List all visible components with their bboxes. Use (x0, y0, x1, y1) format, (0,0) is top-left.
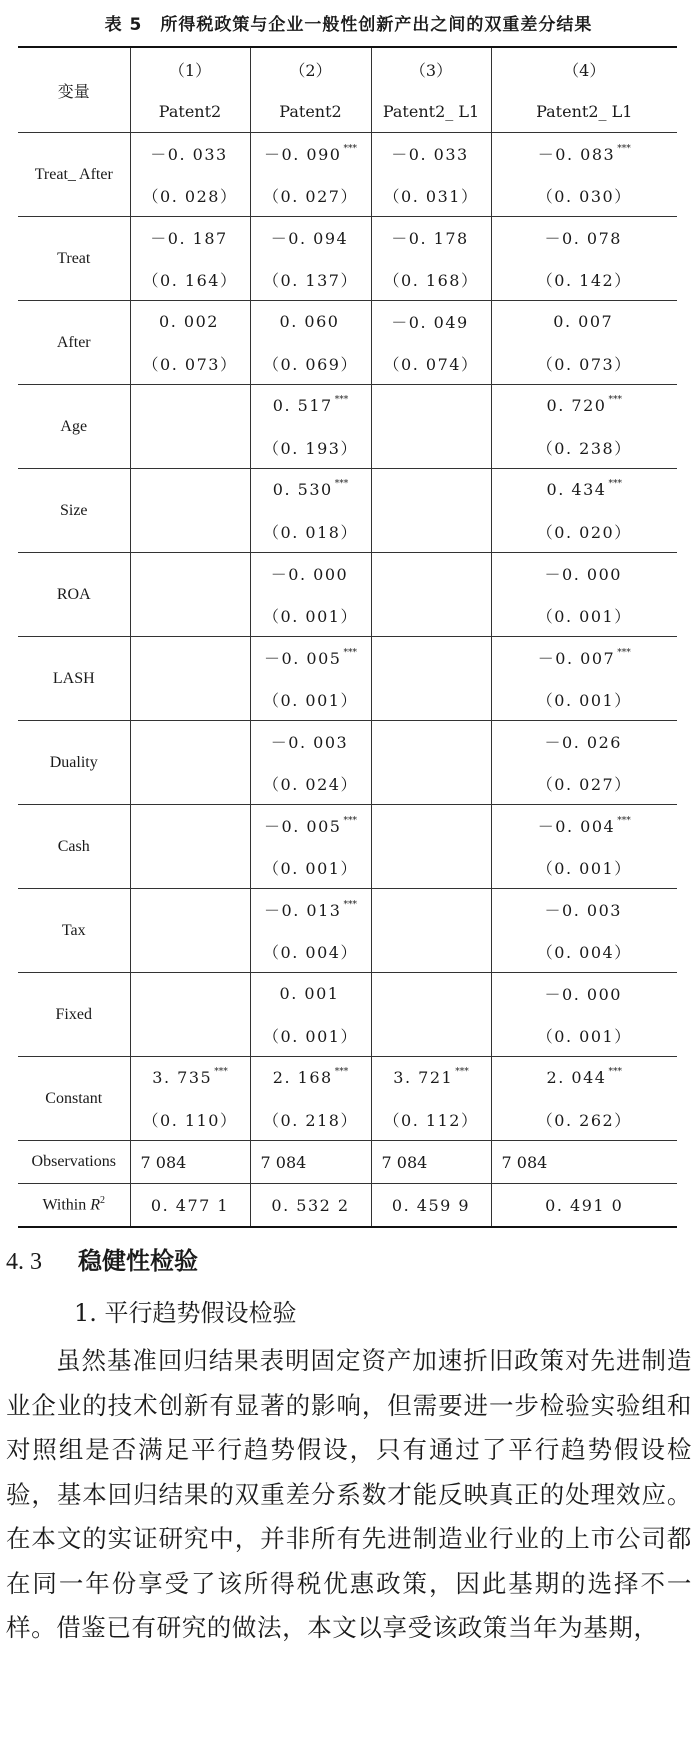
header-row-numbers (18, 47, 677, 90)
coefficient-cell (491, 637, 677, 679)
standard-error-cell (371, 510, 491, 553)
coefficient-value: －0. 033 (391, 145, 469, 164)
standard-error-value: （0. 262） (536, 1110, 632, 1130)
coefficient-cell (130, 301, 250, 343)
standard-error-cell (371, 1014, 491, 1057)
significance-stars: *** (343, 815, 357, 826)
coefficient-cell (250, 1057, 371, 1099)
standard-error-value: （0. 001） (263, 1026, 358, 1046)
coefficient-cell (250, 889, 371, 931)
significance-stars: *** (334, 478, 349, 489)
within-r2-number: 0. 532 2 (271, 1195, 350, 1215)
observations-value: 7 084 (130, 1141, 250, 1184)
standard-error-cell (250, 594, 371, 637)
table-row-coef (18, 133, 677, 175)
coefficient-cell (371, 469, 491, 511)
coefficient-cell (130, 889, 250, 931)
coefficient-cell (250, 133, 371, 175)
standard-error-cell (371, 1098, 491, 1141)
coefficient-value: －0. 049 (391, 313, 469, 332)
coefficient-value: －0. 187 (150, 229, 228, 248)
table-row-coef (18, 721, 677, 763)
coefficient-value: 0. 517 (272, 396, 333, 415)
standard-error-value: （0. 137） (263, 270, 358, 290)
coefficient-cell (130, 217, 250, 259)
coefficient-cell (130, 469, 250, 511)
standard-error-cell (130, 510, 250, 553)
coefficient-cell (371, 1057, 491, 1099)
standard-error-cell (130, 846, 250, 889)
within-r2-label-text: Within (42, 1196, 87, 1214)
standard-error-cell (250, 762, 371, 805)
standard-error-cell (491, 930, 677, 973)
section-number: 4. 3 (6, 1249, 42, 1275)
within-r2-value (371, 1184, 491, 1228)
observations-value: 7 084 (491, 1141, 677, 1184)
table-row-coef (18, 889, 677, 931)
coefficient-value: 0. 060 (279, 312, 340, 331)
coefficient-value: －0. 094 (270, 229, 349, 248)
standard-error-value: （0. 238） (536, 438, 632, 458)
coefficient-cell (491, 721, 677, 763)
coefficient-value: 2. 168 (272, 1068, 333, 1087)
table-row-coef (18, 469, 677, 511)
standard-error-value: （0. 001） (263, 606, 358, 626)
standard-error-cell (130, 930, 250, 973)
table-row-coef (18, 1057, 677, 1099)
standard-error-cell (250, 846, 371, 889)
standard-error-value: （0. 074） (383, 354, 479, 374)
standard-error-cell (130, 258, 250, 301)
coefficient-value: 0. 007 (553, 312, 614, 331)
standard-error-value: （0. 027） (263, 186, 358, 206)
table-row-coef (18, 217, 677, 259)
coefficient-value: －0. 000 (270, 565, 349, 584)
within-r2-value (491, 1184, 677, 1228)
standard-error-cell (130, 426, 250, 469)
standard-error-cell (250, 174, 371, 217)
column-dependent-variable: Patent2_ L1 (371, 90, 491, 133)
coefficient-value: －0. 033 (150, 145, 228, 164)
table-row-coef (18, 637, 677, 679)
standard-error-value: （0. 004） (536, 942, 632, 962)
coefficient-value: 0. 530 (272, 480, 333, 499)
coefficient-cell (491, 1057, 677, 1099)
table-row-coef (18, 385, 677, 427)
coefficient-cell (371, 805, 491, 847)
table-title: 表 5 所得税政策与企业一般性创新产出之间的双重差分结果 (104, 15, 593, 35)
coefficient-value: 0. 001 (279, 984, 340, 1003)
standard-error-value: （0. 110） (142, 1110, 238, 1130)
coefficient-cell (250, 721, 371, 763)
column-number: （4） (491, 47, 677, 90)
within-r2-number: 0. 491 0 (545, 1195, 624, 1215)
standard-error-cell (250, 510, 371, 553)
regression-table (18, 46, 677, 1228)
within-r2-value (250, 1184, 371, 1228)
variable-name: Age (18, 385, 130, 469)
coefficient-value: 2. 044 (546, 1068, 607, 1087)
coefficient-value: 0. 002 (159, 312, 219, 331)
significance-stars: *** (214, 1066, 228, 1077)
standard-error-cell (250, 342, 371, 385)
standard-error-value: （0. 218） (263, 1110, 358, 1130)
standard-error-cell (250, 1098, 371, 1141)
standard-error-value: （0. 028） (142, 186, 238, 206)
standard-error-cell (491, 510, 677, 553)
standard-error-cell (491, 762, 677, 805)
table-body (18, 47, 677, 1227)
subsection-heading: 1. 平行趋势假设检验 (74, 1299, 297, 1327)
standard-error-value: （0. 112） (383, 1110, 479, 1130)
significance-stars: *** (617, 647, 631, 658)
variable-name: Treat (18, 217, 130, 301)
coefficient-value: －0. 013 (264, 901, 342, 920)
standard-error-value: （0. 024） (263, 774, 358, 794)
coefficient-cell (491, 553, 677, 595)
standard-error-value: （0. 193） (263, 438, 358, 458)
coefficient-cell (130, 805, 250, 847)
coefficient-cell (130, 1057, 250, 1099)
standard-error-value: （0. 018） (263, 522, 358, 542)
coefficient-cell (491, 133, 677, 175)
standard-error-cell (491, 1014, 677, 1057)
standard-error-value: （0. 073） (536, 354, 632, 374)
body-paragraph: 虽然基准回归结果表明固定资产加速折旧政策对先进制造业企业的技术创新有显著的影响，但需要进一步检验实验组和对照组是否满足平行趋势假设，只有通过了平行趋势假设检验，基本回归结果的双重差分系数才能反映真正的处理效应。在本文的实证研究中，并非所有先进制造业行业的上市公司都在同一年份享受了该所得税优惠政策，因此基期的选择不一样。借鉴已有研究的做法，本文以享受该政策当年为基期， (6, 1346, 692, 1642)
within-r2-number: 0. 459 9 (391, 1195, 471, 1215)
coefficient-value: －0. 004 (537, 817, 616, 836)
coefficient-cell (491, 805, 677, 847)
standard-error-value: （0. 001） (263, 690, 358, 710)
coefficient-cell (491, 217, 677, 259)
coefficient-cell (130, 721, 250, 763)
standard-error-cell (250, 258, 371, 301)
coefficient-cell (250, 637, 371, 679)
standard-error-cell (130, 594, 250, 637)
coefficient-value: －0. 003 (270, 733, 349, 752)
coefficient-cell (371, 385, 491, 427)
variable-name: Duality (18, 721, 130, 805)
standard-error-cell (491, 426, 677, 469)
significance-stars: *** (343, 647, 357, 658)
observations-value: 7 084 (371, 1141, 491, 1184)
standard-error-cell (371, 594, 491, 637)
standard-error-value: （0. 001） (536, 858, 632, 878)
standard-error-cell (371, 678, 491, 721)
coefficient-cell (371, 301, 491, 343)
coefficient-cell (250, 217, 371, 259)
standard-error-value: （0. 069） (263, 354, 358, 374)
standard-error-value: （0. 142） (536, 270, 632, 290)
standard-error-cell (250, 1014, 371, 1057)
coefficient-cell (250, 385, 371, 427)
column-number: （2） (250, 47, 371, 90)
table-row-coef (18, 805, 677, 847)
coefficient-value: －0. 007 (537, 649, 616, 668)
standard-error-value: （0. 031） (383, 186, 479, 206)
standard-error-cell (130, 342, 250, 385)
significance-stars: *** (608, 478, 622, 489)
observations-value: 7 084 (250, 1141, 371, 1184)
standard-error-value: （0. 001） (263, 858, 358, 878)
standard-error-cell (491, 342, 677, 385)
variable-name: Fixed (18, 973, 130, 1057)
column-number: （1） (130, 47, 250, 90)
standard-error-cell (491, 1098, 677, 1141)
coefficient-value: －0. 000 (544, 565, 622, 584)
standard-error-cell (130, 1098, 250, 1141)
coefficient-cell (250, 973, 371, 1015)
coefficient-cell (491, 385, 677, 427)
standard-error-cell (371, 762, 491, 805)
coefficient-cell (371, 217, 491, 259)
coefficient-value: －0. 090 (264, 145, 342, 164)
significance-stars: *** (343, 899, 357, 910)
column-dependent-variable: Patent2 (250, 90, 371, 133)
significance-stars: *** (617, 815, 631, 826)
coefficient-value: －0. 005 (264, 649, 342, 668)
table-row-coef (18, 301, 677, 343)
significance-stars: *** (334, 394, 349, 405)
observations-label: Observations (18, 1141, 130, 1184)
standard-error-value: （0. 073） (142, 354, 238, 374)
standard-error-value: （0. 030） (536, 186, 632, 206)
significance-stars: *** (334, 1066, 349, 1077)
coefficient-cell (371, 889, 491, 931)
coefficient-value: －0. 178 (391, 229, 469, 248)
standard-error-cell (371, 930, 491, 973)
coefficient-value: 0. 434 (546, 480, 607, 499)
variable-name: ROA (18, 553, 130, 637)
standard-error-cell (371, 426, 491, 469)
coefficient-cell (371, 637, 491, 679)
significance-stars: *** (608, 394, 622, 405)
standard-error-value: （0. 020） (536, 522, 632, 542)
column-dependent-variable: Patent2_ L1 (491, 90, 677, 133)
standard-error-cell (491, 594, 677, 637)
coefficient-value: －0. 083 (537, 145, 616, 164)
standard-error-cell (130, 762, 250, 805)
coefficient-cell (250, 469, 371, 511)
section-heading (6, 1241, 198, 1276)
standard-error-value: （0. 004） (263, 942, 358, 962)
coefficient-value: －0. 026 (544, 733, 622, 752)
standard-error-cell (491, 174, 677, 217)
coefficient-cell (250, 553, 371, 595)
coefficient-value: －0. 000 (544, 985, 622, 1004)
standard-error-cell (371, 846, 491, 889)
coefficient-cell (130, 637, 250, 679)
coefficient-cell (130, 553, 250, 595)
variable-name: Tax (18, 889, 130, 973)
standard-error-cell (250, 678, 371, 721)
standard-error-cell (130, 678, 250, 721)
standard-error-value: （0. 164） (142, 270, 238, 290)
r-squared-exponent: 2 (100, 1195, 106, 1207)
coefficient-value: －0. 078 (544, 229, 622, 248)
header-variable-label: 变量 (18, 47, 130, 133)
coefficient-cell (491, 301, 677, 343)
standard-error-value: （0. 168） (383, 270, 479, 290)
coefficient-cell (491, 469, 677, 511)
standard-error-cell (491, 678, 677, 721)
standard-error-cell (491, 258, 677, 301)
coefficient-cell (371, 973, 491, 1015)
section-title: 稳健性检验 (78, 1247, 198, 1275)
standard-error-value: （0. 001） (536, 606, 632, 626)
coefficient-cell (130, 385, 250, 427)
coefficient-cell (250, 301, 371, 343)
standard-error-cell (371, 342, 491, 385)
within-r2-label (18, 1184, 130, 1228)
variable-name: Cash (18, 805, 130, 889)
coefficient-cell (371, 721, 491, 763)
standard-error-cell (491, 846, 677, 889)
standard-error-cell (371, 258, 491, 301)
coefficient-cell (130, 133, 250, 175)
coefficient-value: 0. 720 (546, 396, 607, 415)
coefficient-cell (491, 889, 677, 931)
standard-error-cell (250, 426, 371, 469)
table-row-coef (18, 553, 677, 595)
standard-error-cell (130, 174, 250, 217)
variable-name: Constant (18, 1057, 130, 1141)
coefficient-cell (371, 133, 491, 175)
within-r2-row (18, 1184, 677, 1228)
table-row-coef (18, 973, 677, 1015)
column-number: （3） (371, 47, 491, 90)
standard-error-value: （0. 001） (536, 690, 632, 710)
coefficient-cell (371, 553, 491, 595)
coefficient-value: 3. 735 (152, 1068, 213, 1087)
variable-name: LASH (18, 637, 130, 721)
variable-name: After (18, 301, 130, 385)
variable-name: Treat_ After (18, 133, 130, 217)
column-dependent-variable: Patent2 (130, 90, 250, 133)
coefficient-cell (250, 805, 371, 847)
standard-error-cell (250, 930, 371, 973)
observations-row (18, 1141, 677, 1184)
variable-name: Size (18, 469, 130, 553)
within-r2-value (130, 1184, 250, 1228)
standard-error-cell (130, 1014, 250, 1057)
coefficient-cell (130, 973, 250, 1015)
standard-error-cell (371, 174, 491, 217)
coefficient-value: －0. 003 (544, 901, 622, 920)
significance-stars: *** (608, 1066, 622, 1077)
coefficient-cell (491, 973, 677, 1015)
significance-stars: *** (617, 143, 631, 154)
significance-stars: *** (343, 143, 357, 154)
standard-error-value: （0. 001） (536, 1026, 632, 1046)
coefficient-value: －0. 005 (264, 817, 342, 836)
standard-error-value: （0. 027） (536, 774, 632, 794)
coefficient-value: 3. 721 (393, 1068, 454, 1087)
within-r2-number: 0. 477 1 (150, 1195, 230, 1215)
significance-stars: *** (455, 1066, 469, 1077)
r-symbol: R (90, 1196, 101, 1214)
